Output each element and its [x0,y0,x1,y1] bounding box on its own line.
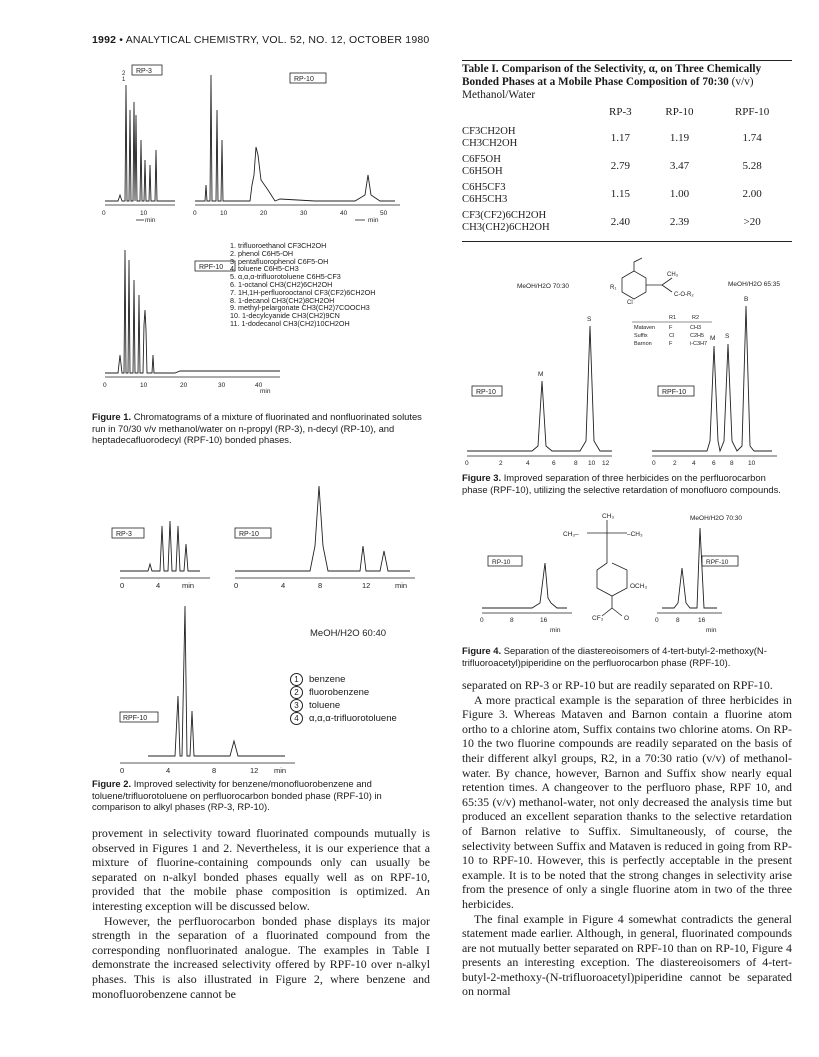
svg-text:2: 2 [673,460,677,467]
table-1 [462,104,792,236]
svg-text:Cl: Cl [669,333,675,339]
svg-text:MeOH/H2O 65:35: MeOH/H2O 65:35 [728,281,781,288]
svg-text:20: 20 [260,210,268,217]
svg-text:10: 10 [588,460,596,467]
svg-text:Barnon: Barnon [634,341,652,347]
figure-1-chromatograms [100,55,430,395]
table-row: CF3CH2OH CH3CH2OH 1.17 1.19 1.74 [462,126,762,149]
fig2-rp3-panel [112,521,210,590]
legend-entry: 2 fluorobenzene [290,686,430,699]
fig2-legend [290,673,430,725]
fig1-legend [230,242,430,328]
svg-text:40: 40 [255,382,263,389]
svg-text:8: 8 [730,460,734,467]
figure-3-caption: Figure 3. Improved separation of three herbicides on the perfluorocarbon phase (RPF-10), utilizing the selective retardation of monofluoro compounds. [462,472,781,495]
svg-text:M: M [710,335,716,342]
page-number: 1992 [92,34,117,46]
figure-4-caption: Figure 4. Separation of the diastereoisomers of 4-tert-butyl-2-methoxy(N-trifluoroacetyl)piperidine on the perfluorocarbon phase (RPF-10). [462,645,767,668]
svg-text:–CH₃: –CH₃ [627,531,643,538]
svg-text:R1: R1 [669,315,677,321]
svg-text:RP-10: RP-10 [492,559,511,566]
svg-text:R2: R2 [692,315,700,321]
svg-text:8: 8 [318,581,323,590]
svg-text:50: 50 [380,210,388,217]
legend-entry: 4. toluene C6H5-CH3 [230,264,299,274]
svg-text:0: 0 [480,617,484,624]
svg-text:10: 10 [220,210,228,217]
fig2-rpf10-panel [120,606,295,775]
legend-entry: 2. phenol C6H5-OH [230,248,294,258]
svg-text:8: 8 [212,766,217,775]
fig2-rp10-panel [234,486,415,590]
svg-text:0: 0 [652,460,656,467]
table-row: C6H5CF3 C6H5CH3 1.15 1.00 2.00 [462,182,762,205]
svg-text:6: 6 [712,460,716,467]
svg-text:C-O-R₂: C-O-R₂ [674,292,694,298]
table-row: C6F5OH C6H5OH 2.79 3.47 5.28 [462,154,762,177]
svg-text:RP-3: RP-3 [116,531,132,538]
svg-text:30: 30 [300,210,308,217]
svg-text:0: 0 [103,382,107,389]
figure-4-chromatograms [462,508,792,638]
svg-text:min: min [550,627,561,634]
legend-entry: 6. 1-octanol CH3(CH2)6CH2OH [230,279,333,289]
figure-1-caption: Figure 1. Chromatograms of a mixture of fluorinated and nonfluorinated solutes run in 70/30 v/v methanol/water on n-propyl (RP-3), n-decyl (RP-10), and heptadecafluorodecyl (RPF-10) bonded phases. [92,411,422,446]
svg-text:Mataven: Mataven [634,325,656,331]
svg-text:10: 10 [140,382,148,389]
fig1-rp3-panel [102,65,175,224]
svg-text:30: 30 [218,382,226,389]
svg-text:4: 4 [166,766,171,775]
svg-text:8: 8 [510,617,514,624]
svg-text:CH₃: CH₃ [602,513,615,520]
svg-text:RPF-10: RPF-10 [123,715,148,722]
svg-text:M: M [538,371,544,378]
svg-text:0: 0 [465,460,469,467]
svg-text:4: 4 [281,581,286,590]
legend-entry: 1 benzene [290,673,430,686]
svg-text:O: O [624,615,630,622]
table-row: CF3(CF2)6CH2OH CH3(CH2)6CH2OH 2.40 2.39 >20 [462,210,761,233]
legend-entry: 8. 1-decanol CH3(CH2)8CH2OH [230,295,335,305]
svg-text:40: 40 [340,210,348,217]
svg-text:RPF-10: RPF-10 [662,389,687,396]
svg-text:8: 8 [574,460,578,467]
col-header: RP-10 [665,106,694,118]
running-header: 1992 • ANALYTICAL CHEMISTRY, VOL. 52, NO. 12, OCTOBER 1980 [92,34,430,46]
svg-text:4: 4 [526,460,530,467]
right-body-text [462,678,792,999]
svg-text:6: 6 [552,460,556,467]
svg-text:F: F [669,341,673,347]
legend-entry: 4 α,α,α-trifluorotoluene [290,712,430,725]
svg-text:i-C3H7: i-C3H7 [690,341,708,347]
svg-text:C2H5: C2H5 [690,333,705,339]
svg-text:10: 10 [748,460,756,467]
svg-text:2: 2 [499,460,503,467]
svg-text:16: 16 [540,617,548,624]
figure-2-caption: Figure 2. Improved selectivity for benzene/monofluorobenzene and toluene/trifluorotoluene on perfluorocarbon bonded phase (RPF-10) in comparison to alkyl phases (RP-3, RP-10). [92,778,382,813]
svg-text:4: 4 [692,460,696,467]
svg-text:RP-10: RP-10 [476,389,496,396]
svg-text:0: 0 [102,210,106,217]
svg-text:0: 0 [193,210,197,217]
svg-text:12: 12 [602,460,610,467]
svg-text:12: 12 [362,581,371,590]
svg-text:S: S [587,316,592,323]
svg-text:S: S [725,333,730,340]
svg-text:0: 0 [120,581,125,590]
paragraph: A more practical example is the separation of three herbicides in Figure 3. Whereas Mataven and Barnon contain a fluorine atom ortho to a chlorine atom, Suffix contains two chlorine atoms. On RP-10 the two fluorine compounds are readily separated on the basis of their different alkyl groups, R2, in a 70:30 ratio (v/v) of methanol-water. By chance, however, Barnon and Suffix show nearly equal retention times. A changeover to the perfluoro phase, RPF 10, and 65:35 (v/v) methanol-water, not only decreased the analysis time but produced an excellent separation thanks to the selective retardation of Barnon relative to Suffix. Simultaneously, of course, the selectivity between Suffix and Mataven is reduced in going from RP-10 to RPF-10. However, this is perfectly acceptable in the present example. It is to be noted that the strong changes in selectivity arise from the presence of only a single fluorine atom in two of the three herbicides. [462,692,792,911]
herbicide-table [632,315,712,347]
svg-text:MeOH/H2O 70:30: MeOH/H2O 70:30 [690,515,743,522]
svg-text:min: min [260,388,271,395]
svg-text:CH₃–: CH₃– [563,531,579,538]
figure-2-chromatograms [110,466,430,776]
svg-text:10: 10 [140,210,148,217]
legend-entry: 7. 1H,1H-perfluorooctanol CF3(CF2)6CH2OH [230,287,376,297]
svg-text:20: 20 [180,382,188,389]
fig1-rp10-panel [193,73,400,224]
table-1-title: Table I. Comparison of the Selectivity, α, on Three Chemically Bonded Phases at a Mobile Phase Composition of 70:30 (v/v) Methanol/Water [462,63,762,101]
svg-text:min: min [145,217,156,224]
svg-text:min: min [395,581,408,590]
svg-text:CH3: CH3 [690,325,702,331]
herbicide-structure [622,258,672,299]
legend-entry: 11. 1-dodecanol CH3(CH2)10CH2OH [230,318,350,328]
svg-text:4: 4 [156,581,161,590]
svg-text:min: min [274,766,287,775]
col-header: RPF-10 [734,106,770,118]
paragraph: However, the perfluorocarbon bonded phase displays its major strength in the separation of a fluorinated compound from the corresponding nonfluorinated analogue. The examples in Table I demonstrate the increased selectivity offered by RPF-10 over n-alkyl phases. This is also illustrated in Figure 2, where benzene and monofluorobenzene cannot be [92,913,430,1001]
svg-text:CF₃: CF₃ [592,615,604,622]
svg-text:RP-10: RP-10 [239,531,259,538]
svg-text:0: 0 [120,766,125,775]
paragraph: provement in selectivity toward fluorinated compounds mutually is observed in Figures 1 and 2. Nevertheless, it is our experience that a mixture of fluorine-containing compounds only can usually be separated on n-alkyl bonded phases equally well as on RPF-10, provided that the mobile phase composition is optimized. An interesting exception will be discussed below. [92,826,430,913]
svg-text:1: 1 [122,77,126,83]
legend-entry: 10. 1-decylcyanide CH3(CH2)9CN [230,311,340,321]
legend-entry: 5. α,α,α-trifluorotoluene C6H5-CF3 [230,272,341,282]
svg-text:16: 16 [698,617,706,624]
svg-text:RP-10: RP-10 [294,76,314,83]
legend-entry: 1. trifluoroethanol CF3CH2OH [230,241,327,250]
svg-text:F: F [669,325,673,331]
svg-text:12: 12 [250,766,259,775]
svg-text:0: 0 [234,581,239,590]
svg-text:OCH₃: OCH₃ [630,583,648,590]
left-body-text [92,826,430,1001]
svg-text:Cl: Cl [627,300,633,306]
legend-entry: 9. methyl-pelargonate CH3(CH2)7COOCH3 [230,303,370,313]
svg-text:min: min [182,581,195,590]
legend-entry: 3. pentafluorophenol C6F5-OH [230,256,329,266]
svg-text:Suffix: Suffix [634,333,648,339]
svg-text:RPF-10: RPF-10 [199,264,224,271]
fig2-mobile-phase: MeOH/H2O 60:40 [310,628,387,639]
svg-text:0: 0 [655,617,659,624]
svg-text:R₁: R₁ [610,285,617,291]
svg-text:MeOH/H2O 70:30: MeOH/H2O 70:30 [517,283,570,290]
svg-text:B: B [744,296,749,303]
svg-text:RPF-10: RPF-10 [706,559,729,566]
figure-3-chromatograms [462,256,792,468]
paragraph: separated on RP-3 or RP-10 but are readily separated on RPF-10. [462,678,773,692]
legend-entry: 3 toluene [290,699,430,712]
svg-text:min: min [706,627,717,634]
journal-citation: ANALYTICAL CHEMISTRY, VOL. 52, NO. 12, OCTOBER 1980 [125,34,430,46]
col-header: RP-3 [609,106,632,118]
piperidine-structure [587,520,627,616]
svg-text:min: min [368,217,379,224]
svg-text:CH₃: CH₃ [667,272,679,278]
svg-text:8: 8 [676,617,680,624]
svg-text:2: 2 [122,71,126,77]
svg-text:RP-3: RP-3 [136,68,152,75]
paragraph: The final example in Figure 4 somewhat contradicts the general statement made earlier. Although, in general, fluorinated compounds are not mutually better separated on RPF-10 than on RP-10, Figure 4 presents an interesting exception. The diastereoisomers of 4-tert-butyl-2-methoxy-(N-trifluoroacetyl)piperidine cannot be separated on normal [462,911,792,999]
